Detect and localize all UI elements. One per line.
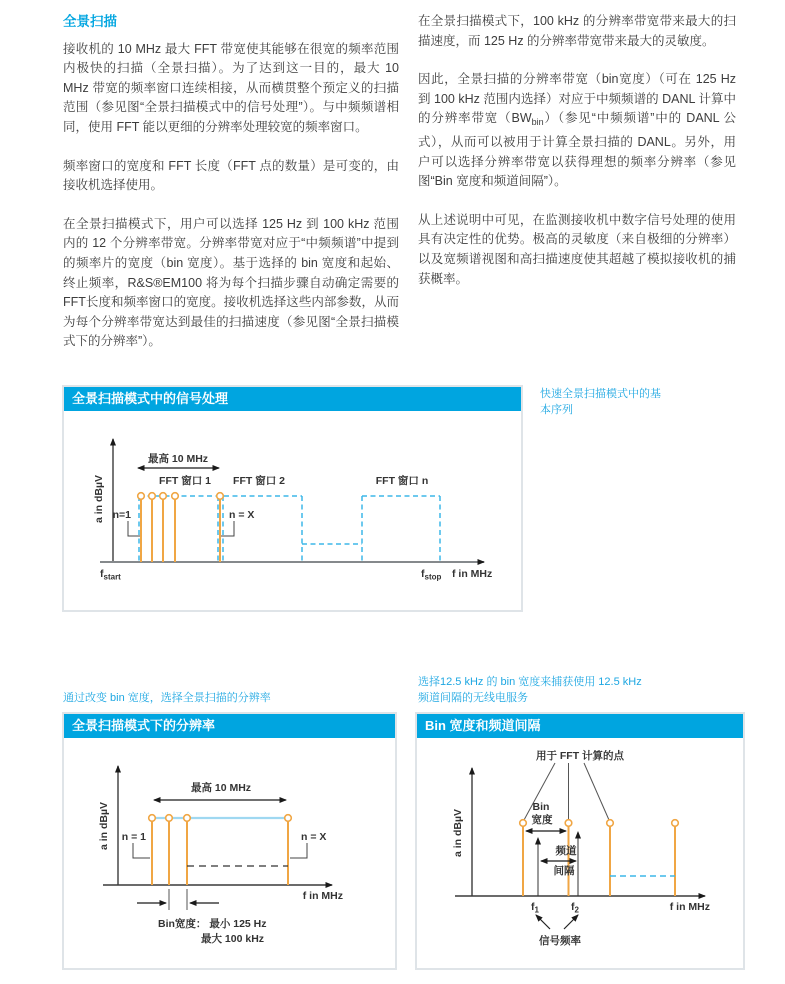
f1-label: $f_1$ xyxy=(531,901,539,915)
y-axis-label: a in dBµV xyxy=(452,808,464,858)
figure-title-bar: Bin 宽度和频道间隔 xyxy=(417,714,743,738)
resolution-diagram xyxy=(64,738,395,968)
fft-windows-dashed xyxy=(139,496,440,562)
max-bandwidth-label: 最高 10 MHz xyxy=(190,782,252,794)
y-axis-label: a in dBµV xyxy=(98,801,110,851)
x-axis-unit-label: f in MHz xyxy=(669,901,710,913)
paragraph xyxy=(418,70,736,192)
spectral-lines xyxy=(152,821,288,885)
subscript-text: bin xyxy=(531,117,544,128)
figure3-caption xyxy=(418,674,738,706)
figure-title-bar: 全景扫描模式下的分辨率 xyxy=(64,714,395,738)
fft-window2-label: FFT 窗口 2 xyxy=(233,475,285,487)
paragraph: 频率窗口的宽度和 FFT 长度（FFT 点的数量）是可变的，由接收机选择使用。 xyxy=(63,158,399,193)
paragraph: 在全景扫描模式下，用户可以选择 125 Hz 到 100 kHz 范围内的 12 个分辨率带宽。分辨率带宽对应于“中频频谱”中提到的频率片的宽度（bin 宽度）。基于选择的 bin 宽度和起始、终止频率，R&S®EM100 将为每个扫描步骤自动确定需要的FFT长度和频率窗口的宽度。接收机选择这些内部参数，从而为每个分辨率带宽达到最佳的扫描速度（参见图“全景扫描模式下的分辨率”）。 xyxy=(63,216,399,349)
text-column-left xyxy=(63,12,399,371)
x-axis-unit-label: f in MHz xyxy=(452,568,493,580)
signal-frequency-label: 信号频率 xyxy=(539,935,581,947)
paragraph: 从上述说明中可见，在监测接收机中数字信号处理的使用具有决定性的优势。极高的灵敏度（来自极细的分辨率）以及宽频谱视图和高扫描速度使其超越了模拟接收机的捕获概率。 xyxy=(418,212,736,286)
spectral-lines xyxy=(141,499,220,562)
n-last-connector xyxy=(290,843,307,858)
channel-spacing-label2: 间隔 xyxy=(553,865,575,877)
f2-label: $f_2$ xyxy=(571,901,579,915)
max-bandwidth-label: 最高 10 MHz xyxy=(147,453,209,465)
figure-signal-processing xyxy=(62,385,523,612)
fft-window1-label: FFT 窗口 1 xyxy=(159,475,211,487)
channel-spacing-label: 频道 xyxy=(555,845,577,857)
y-axis-label: a in dBµV xyxy=(93,474,105,524)
caption-line: 快速全景扫描模式中的基 xyxy=(540,388,661,400)
section-heading: 全景扫描 xyxy=(63,14,117,29)
n-last-label: n = X xyxy=(301,831,327,843)
f-start-label: $f_{start}$ xyxy=(100,568,121,582)
bin-width-label: Bin xyxy=(532,801,550,813)
n-last-label: n = X xyxy=(229,509,255,521)
fft-window-n-label: FFT 窗口 n xyxy=(375,475,429,487)
n-first-connector xyxy=(133,843,150,858)
signal-callout-arrow-left xyxy=(536,915,550,929)
bin-width-label: Bin宽度： 最小 125 Hz xyxy=(158,918,267,930)
fft-points-label: 用于 FFT 计算的点 xyxy=(535,750,625,762)
figure-title-bar: 全景扫描模式中的信号处理 xyxy=(64,387,521,411)
figure-resolution xyxy=(62,712,397,970)
caption-line: 频道间隔的无线电服务 xyxy=(418,692,528,704)
caption-line: 本序列 xyxy=(540,404,573,416)
f-stop-label: $f_{stop}$ xyxy=(421,568,442,582)
bin-width-label2: 宽度 xyxy=(531,814,553,826)
paragraph-text: 因此，全景扫描的分辨率带宽（bin宽度）（可在 125 Hz 到 100 kHz 范围内选择）对应于中频频谱的 DANL 计算中的分辨率带宽（BW xyxy=(418,72,736,126)
figure1-side-caption xyxy=(540,386,730,418)
paragraph: 在全景扫描模式下，100 kHz 的分辨率带宽带来最大的扫描速度，而 125 Hz 的分辨率带宽带来最大的灵敏度。 xyxy=(418,14,736,48)
figure2-caption: 通过改变 bin 宽度，选择全景扫描的分辨率 xyxy=(63,692,271,704)
signal-processing-diagram xyxy=(64,411,521,610)
bin-width-diagram xyxy=(417,738,743,968)
figure-bin-width-channel-spacing xyxy=(415,712,745,970)
paragraph-text: ）（参见“中频频谱”中的 DANL 公式），从而可以被用于计算全景扫描的 DANL。另外，用户可以选择分辨率带宽以获得理想的频率分辨率（参见图“Bin 宽度和频道间隔”）。 xyxy=(418,111,737,189)
n-first-label: n=1 xyxy=(112,509,131,521)
bin-width-label2: 最大 100 kHz xyxy=(201,933,265,945)
paragraph: 接收机的 10 MHz 最大 FFT 带宽使其能够在很宽的频率范围内极快的扫描（全景扫描）。为了达到这一目的，最大 10 MHz 带宽的频率窗口连续相接，从而横贯整个预定义的扫描范围（参见图“全景扫描模式中的信号处理”）。与中频频谱相同，使用 FFT 能以更细的分辨率处理较宽的频率窗口。 xyxy=(63,41,399,134)
n-first-connector xyxy=(128,521,140,536)
signal-callout-arrow-right xyxy=(564,915,578,929)
n-first-label: n = 1 xyxy=(121,831,146,843)
x-axis-unit-label: f in MHz xyxy=(302,890,343,902)
text-column-right xyxy=(418,12,736,308)
caption-line: 选择12.5 kHz 的 bin 宽度来捕获使用 12.5 kHz xyxy=(418,676,642,688)
